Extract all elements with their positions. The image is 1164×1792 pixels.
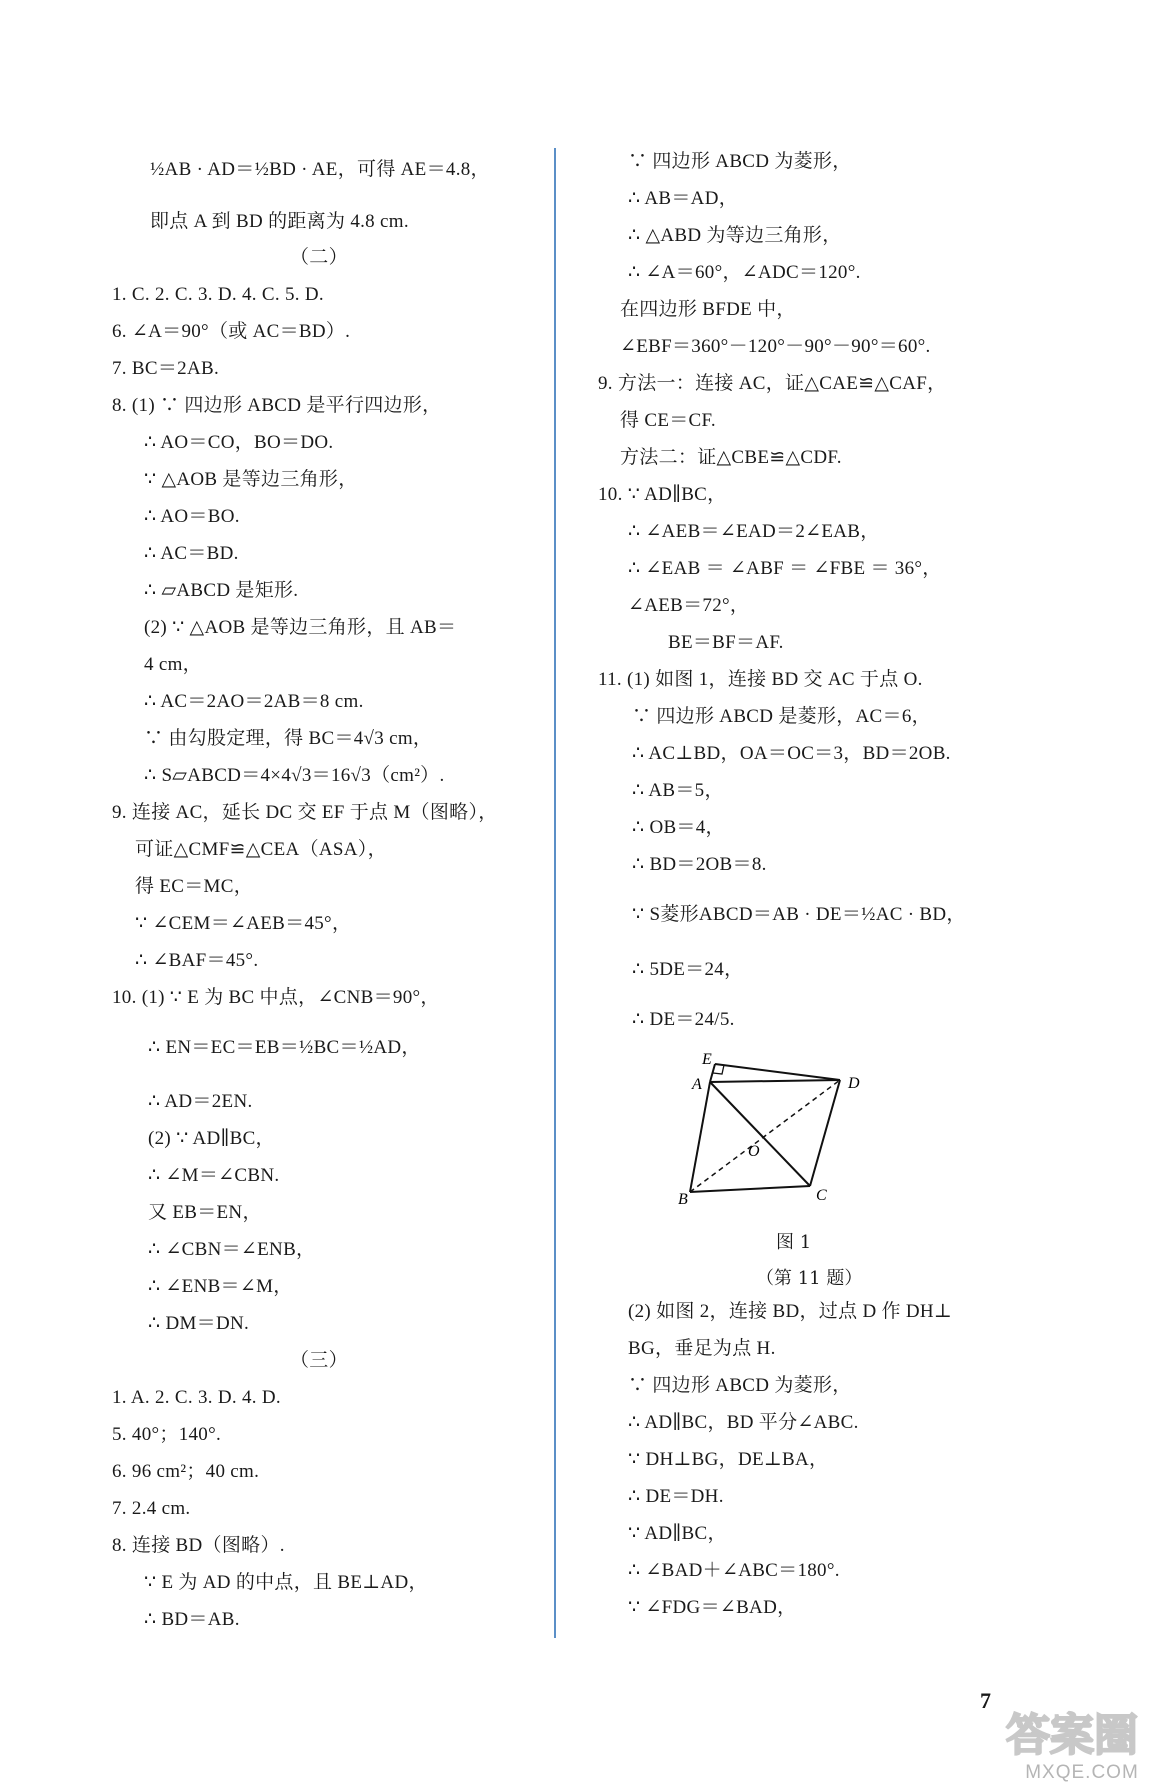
right_column-line: ∴ ∠EAB ＝ ∠ABF ＝ ∠FBE ＝ 36°， [628,558,942,579]
left_column-line: 又 EB＝EN， [148,1202,262,1223]
left_column-line: 9. 连接 AC，延长 DC 交 EF 于点 M（图略）， [112,802,498,823]
edge-ad [710,1080,840,1082]
label-c: C [816,1187,827,1204]
right_column-line: ∴ AB＝AD， [628,188,739,209]
left_column-line: ∴ ∠ENB＝∠M， [148,1276,293,1297]
left_column-line: 得 EC＝MC， [135,876,253,897]
label-a: A [692,1076,702,1093]
right_column-line: 10. ∵ AD∥BC， [598,484,727,505]
left_column-line: 8. (1) ∵ 四边形 ABCD 是平行四边形， [112,395,442,416]
left_column-line: 1. C. 2. C. 3. D. 4. C. 5. D. [112,284,324,305]
right_column-line: 得 CE＝CF. [620,410,716,431]
right_column-line: ∴ DE＝DH. [628,1486,724,1507]
figure-1-svg [678,1051,870,1210]
left_column-line: ∴ AD＝2EN. [148,1091,253,1112]
left_column-line: （三） [290,1350,348,1371]
left_column-line: ∴ ∠M＝∠CBN. [148,1165,280,1186]
right_column-line: ∵ 四边形 ABCD 是菱形，AC＝6， [632,706,931,727]
left_column-line: 6. 96 cm²；40 cm. [112,1461,260,1482]
right_column-line: ∴ BD＝2OB＝8. [632,854,767,875]
edge-cb [690,1186,810,1192]
left_column-line: （二） [290,247,348,268]
left_column-line: 10. (1) ∵ E 为 BC 中点，∠CNB＝90°， [112,987,440,1008]
right_column-line: (2) 如图 2，连接 BD，过点 D 作 DH⊥ [628,1301,953,1322]
right_column-line: ∵ DH⊥BG，DE⊥BA， [628,1449,829,1470]
left_column-line: ∴ BD＝AB. [144,1609,240,1630]
watermark-logo-icon [1000,1700,1164,1762]
left_column-line: 8. 连接 BD（图略）. [112,1535,285,1556]
left_column-line: (2) ∵ AD∥BC， [148,1128,275,1149]
left_column-line: (2) ∵ △AOB 是等边三角形，且 AB＝ [144,617,457,638]
right_column-line: 方法二：证△CBE≌△CDF. [620,447,842,468]
right_column-line: ∴ DE＝24/5. [632,1009,735,1030]
right_column-line: ∴ AC⊥BD，OA＝OC＝3，BD＝2OB. [632,743,951,764]
right_column-line: BE＝BF＝AF. [668,632,784,653]
left_column-line: ∴ ▱ABCD 是矩形. [144,580,299,601]
left_column-line: ∴ ∠CBN＝∠ENB， [148,1239,316,1260]
label-o: O [748,1143,760,1160]
left_column-line: 1. A. 2. C. 3. D. 4. D. [112,1387,281,1408]
left_column-line: ∵ △AOB 是等边三角形， [144,469,358,490]
watermark-url: MXQE.COM [1025,1762,1139,1783]
right_column-line: ∵ ∠FDG＝∠BAD， [628,1597,797,1618]
left_column-line: 可证△CMF≌△CEA（ASA）， [135,839,387,860]
page-number: 7 [980,1688,991,1713]
left_column-line: 7. BC＝2AB. [112,358,219,379]
right_column-line: ∴ AD∥BC，BD 平分∠ABC. [628,1412,859,1433]
left_column-line: ∴ EN＝EC＝EB＝½BC＝½AD， [148,1037,421,1058]
label-d: D [848,1075,860,1092]
left_column-line: ∴ DM＝DN. [148,1313,250,1334]
diagonal-ac [710,1082,810,1186]
svg-text:答案圈: 答案圈 [1006,1710,1138,1761]
right_column-line: ∠EBF＝360°－120°－90°－90°＝60°. [620,336,931,357]
figure-1 [678,1051,870,1210]
segment-de [715,1064,840,1080]
left_column-line: ∵ 由勾股定理，得 BC＝4√3 cm， [144,728,433,749]
left_column-line: 即点 A 到 BD 的距离为 4.8 cm. [150,211,409,232]
left_column-line: ∴ AC＝BD. [144,543,239,564]
right_column-line: ∵ 四边形 ABCD 为菱形， [628,1375,852,1396]
column-divider [554,148,556,1638]
right_column-line: 在四边形 BFDE 中， [620,299,796,320]
left_column-line: 7. 2.4 cm. [112,1498,191,1519]
right_column-line: 11. (1) 如图 1，连接 BD 交 AC 于点 O. [598,669,923,690]
right_column-line: ∵ S菱形ABCD＝AB · DE＝½AC · BD， [632,904,966,925]
edge-dc [810,1080,840,1186]
edge-ba [690,1082,710,1192]
right_column-line: ∠AEB＝72°， [628,595,750,616]
diagonal-bd [690,1080,840,1192]
left_column-line: ∴ AO＝CO，BO＝DO. [144,432,334,453]
right_column-line: ∴ 5DE＝24， [632,959,744,980]
right_column-line: ∴ △ABD 为等边三角形， [628,225,842,246]
right_column-line: ∵ AD∥BC， [628,1523,727,1544]
right_column-line: ∴ ∠AEB＝∠EAD＝2∠EAB， [628,521,880,542]
right_column-line: ∴ AB＝5， [632,780,724,801]
label-e: E [702,1051,712,1068]
left_column-line: 6. ∠A＝90°（或 AC＝BD）. [112,321,351,342]
left_column-line: 5. 40°；140°. [112,1424,222,1445]
left_column-line: ½AB · AD＝½BD · AE，可得 AE＝4.8， [150,159,490,180]
right_column-line: ∵ 四边形 ABCD 为菱形， [628,151,852,172]
figure-subcaption: （第 11 题） [756,1268,863,1289]
label-b: B [678,1191,688,1208]
right_column-line: ∴ OB＝4， [632,817,725,838]
right_column-line: BG，垂足为点 H. [628,1338,776,1359]
right_column-line: 9. 方法一：连接 AC，证△CAE≌△CAF， [598,373,947,394]
left_column-line: 4 cm， [144,654,202,675]
left_column-line: ∴ AC＝2AO＝2AB＝8 cm. [144,691,364,712]
left_column-line: ∵ ∠CEM＝∠AEB＝45°， [135,913,352,934]
right_column-line: ∴ ∠A＝60°，∠ADC＝120°. [628,262,861,283]
right_column-line: ∴ ∠BAD＋∠ABC＝180°. [628,1560,840,1581]
left_column-line: ∵ E 为 AD 的中点，且 BE⊥AD， [144,1572,428,1593]
left_column-line: ∴ S▱ABCD＝4×4√3＝16√3（cm²）. [144,765,445,786]
left_column-line: ∴ AO＝BO. [144,506,240,527]
left_column-line: ∴ ∠BAF＝45°. [135,950,259,971]
watermark [1000,1700,1164,1792]
figure-caption: 图 1 [776,1232,812,1253]
